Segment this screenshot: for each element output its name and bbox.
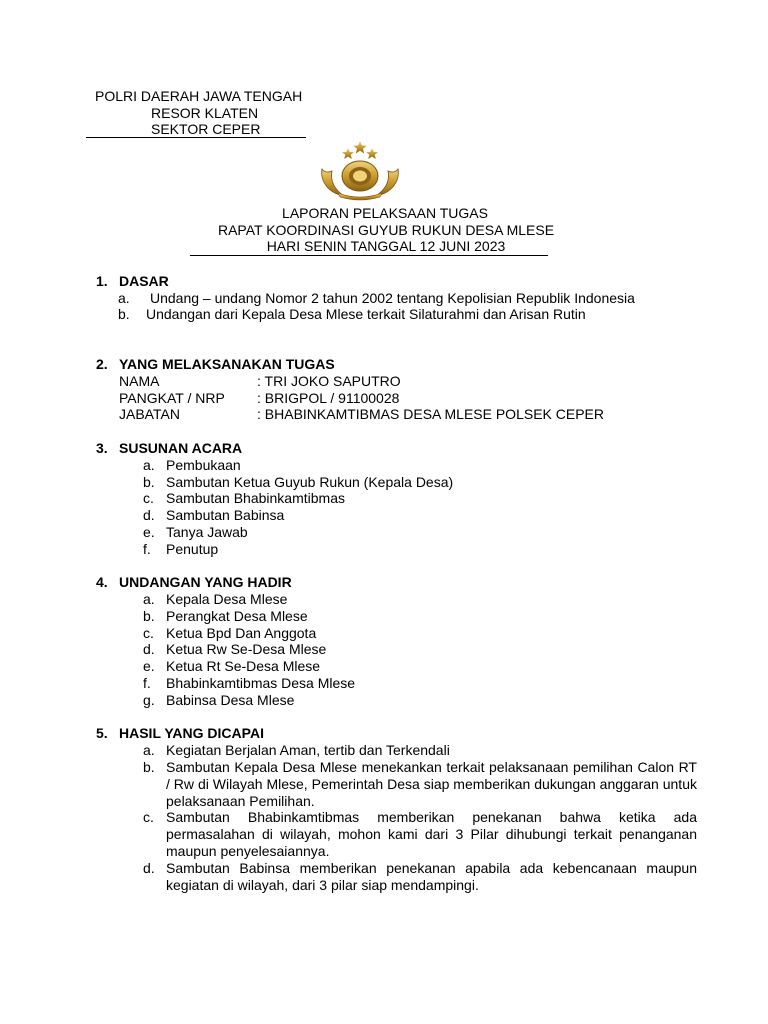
section-2-title: YANG MELAKSANAKAN TUGAS (119, 356, 335, 372)
hasil-item-text: Sambutan Bhabinkamtibmas memberikan penekanan bahwa ketika ada permasalahan di wilayah, mohon kami dari 3 Pilar dihubungi terkait penanganan maupun penyelesaiannya. (166, 809, 697, 859)
dasar-item-letter: a. (118, 290, 130, 306)
header-line-1: POLRI DAERAH JAWA TENGAH (95, 88, 303, 104)
acara-item-letter: c. (143, 490, 154, 506)
hasil-item-letter: a. (143, 742, 155, 758)
dasar-item-text: Undang – undang Nomor 2 tahun 2002 tentang Kepolisian Republik Indonesia (150, 290, 635, 306)
undangan-item-text: Ketua Rt Se-Desa Mlese (166, 658, 321, 674)
report-title-text-2: RAPAT KOORDINASI GUYUB RUKUN DESA MLESE (217, 222, 555, 238)
report-title-line-2 (0, 222, 768, 239)
section-5-number: 5. (96, 725, 108, 741)
acara-item-letter: a. (143, 457, 155, 473)
hasil-item-text: Sambutan Kepala Desa Mlese menekankan terkait pelaksanaan pemilihan Calon RT / Rw di Wilayah Mlese, Pemerintah Desa siap memberikan dukungan anggaran untuk pelaksanaan Pemilihan. (166, 759, 697, 809)
acara-item-text: Sambutan Bhabinkamtibmas (166, 490, 345, 506)
undangan-item-text: Ketua Bpd Dan Anggota (166, 625, 317, 641)
section-3-number: 3. (96, 440, 108, 456)
acara-item-text: Pembukaan (166, 457, 241, 473)
acara-item-text: Tanya Jawab (166, 524, 248, 540)
section-2-number: 2. (96, 356, 108, 372)
section-3-title: SUSUNAN ACARA (119, 440, 243, 456)
header-underline (86, 137, 306, 138)
section-4-number: 4. (96, 574, 108, 590)
section-1-title: DASAR (119, 273, 169, 289)
header-line-3: SEKTOR CEPER (151, 121, 261, 137)
section-1-number: 1. (96, 273, 108, 289)
hasil-item-letter: b. (143, 759, 155, 775)
report-title-line-3 (0, 238, 768, 255)
section-4-title: UNDANGAN YANG HADIR (119, 574, 292, 590)
hasil-item-letter: d. (143, 860, 155, 876)
undangan-item-letter: a. (143, 591, 155, 607)
acara-item-text: Sambutan Babinsa (166, 507, 285, 523)
report-title-text-3: HARI SENIN TANGGAL 12 JUNI 2023 (266, 238, 506, 254)
acara-item-letter: b. (143, 474, 155, 490)
hasil-item-text: Kegiatan Berjalan Aman, tertib dan Terkendali (166, 742, 450, 758)
report-title-text-1: LAPORAN PELAKSAAN TUGAS (282, 205, 488, 221)
hasil-item-letter: c. (143, 809, 154, 825)
undangan-item-text: Bhabinkamtibmas Desa Mlese (166, 675, 356, 691)
undangan-item-text: Kepala Desa Mlese (166, 591, 288, 607)
undangan-item-letter: b. (143, 608, 155, 624)
police-emblem-icon (300, 139, 420, 201)
officer-name-label: NAMA (119, 373, 160, 389)
acara-item-letter: f. (143, 541, 151, 557)
undangan-item-letter: g. (143, 692, 155, 708)
undangan-item-text: Perangkat Desa Mlese (166, 608, 308, 624)
acara-item-letter: d. (143, 507, 155, 523)
dasar-item-letter: b. (118, 306, 130, 322)
undangan-item-letter: c. (143, 625, 154, 641)
undangan-item-letter: d. (143, 641, 155, 657)
undangan-item-letter: f. (143, 675, 151, 691)
acara-item-text: Penutup (166, 541, 219, 557)
header-line-2: RESOR KLATEN (151, 105, 259, 121)
officer-rank-value: : BRIGPOL / 91100028 (257, 390, 400, 406)
undangan-item-text: Ketua Rw Se-Desa Mlese (166, 641, 327, 657)
undangan-item-letter: e. (143, 658, 155, 674)
acara-item-letter: e. (143, 524, 155, 540)
section-5-title: HASIL YANG DICAPAI (119, 725, 264, 741)
acara-item-text: Sambutan Ketua Guyub Rukun (Kepala Desa) (166, 474, 454, 490)
officer-position-label: JABATAN (119, 406, 180, 422)
officer-rank-label: PANGKAT / NRP (119, 390, 225, 406)
dasar-item-text: Undangan dari Kepala Desa Mlese terkait Silaturahmi dan Arisan Rutin (146, 306, 586, 322)
hasil-item-text: Sambutan Babinsa memberikan penekanan apabila ada kebencanaan maupun kegiatan di wilayah, dari 3 pilar siap mendampingi. (166, 860, 697, 893)
undangan-item-text: Babinsa Desa Mlese (166, 692, 295, 708)
title-underline (190, 255, 548, 256)
officer-position-value: : BHABINKAMTIBMAS DESA MLESE POLSEK CEPER (257, 406, 604, 422)
officer-name-value: : TRI JOKO SAPUTRO (257, 373, 401, 389)
report-title-line-1 (0, 205, 768, 222)
